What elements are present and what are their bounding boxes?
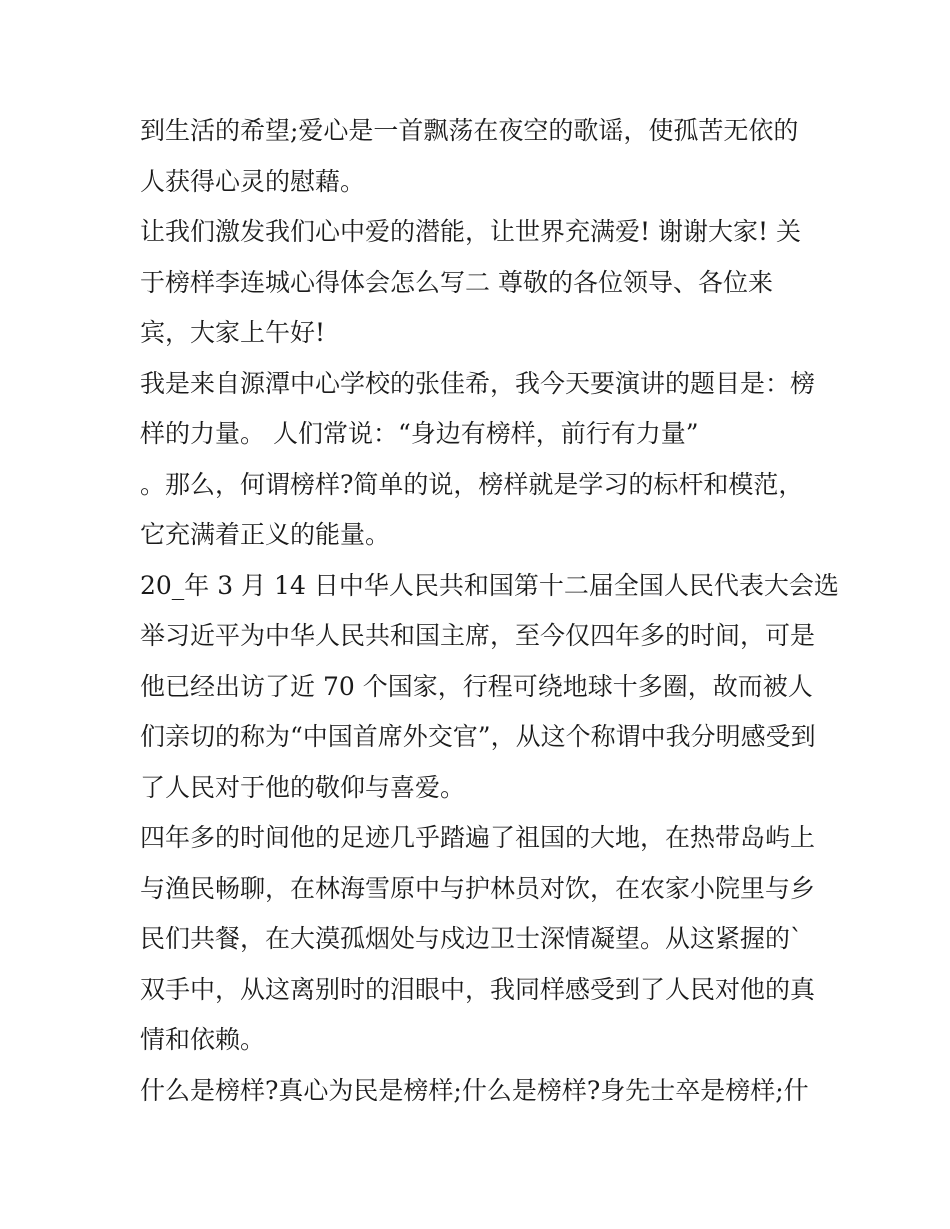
text-line: 与渔民畅聊，在林海雪原中与护林员对饮，在农家小院里与乡 [140,873,816,903]
text-line: 。那么，何谓榜样?简单的说，榜样就是学习的标杆和模范， [140,469,804,499]
text-line: 他已经出访了近 70 个国家，行程可绕地球十多圈，故而被人 [140,671,813,701]
text-line: 到生活的希望;爱心是一首飘荡在夜空的歌谣，使孤苦无依的 [140,116,799,145]
text-line: 们亲切的称为“中国首席外交官”，从这个称谓中我分明感受到 [140,722,816,751]
text-line: 于榜样李连城心得体会怎么写二 尊敬的各位领导、各位来 [140,267,773,297]
text-line: 民们共餐，在大漠孤烟处与戍边卫士深情凝望。从这紧握的` [140,924,803,953]
body-text [140,106,839,1116]
text-line: 20_年 3 月 14 日中华人民共和国第十二届全国人民代表大会选 [140,570,839,600]
text-line: 人获得心灵的慰藉。 [140,166,366,196]
text-line: 宾，大家上午好! [140,318,326,347]
text-line: 了人民对于他的敬仰与喜爱。 [140,772,466,802]
text-line: 双手中，从这离别时的泪眼中，我同样感受到了人民对他的真 [140,974,816,1004]
text-line: 让我们激发我们心中爱的潜能，让世界充满爱! 谢谢大家! 关 [140,217,801,246]
text-line: 样的力量。 人们常说：“身边有榜样，前行有力量” [140,419,699,448]
text-line: 它充满着正义的能量。 [140,520,391,549]
text-line: 举习近平为中华人民共和国主席，至今仅四年多的时间，可是 [140,621,816,650]
text-line: 我是来自源潭中心学校的张佳希，我今天要演讲的题目是：榜 [140,368,816,398]
text-line: 什么是榜样?真心为民是榜样;什么是榜样?身先士卒是榜样;什 [140,1075,809,1105]
text-line: 四年多的时间他的足迹几乎踏遍了祖国的大地，在热带岛屿上 [140,823,816,852]
text-line: 情和依赖。 [140,1025,266,1054]
